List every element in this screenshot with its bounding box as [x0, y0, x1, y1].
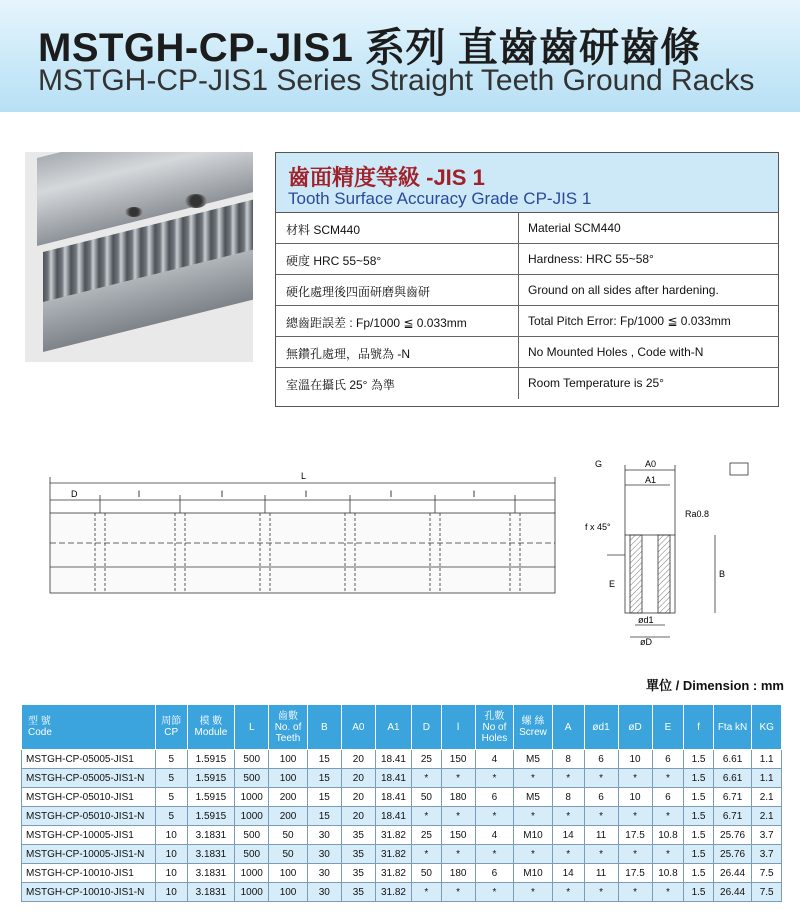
technical-drawing	[25, 455, 785, 675]
table-cell: 10	[155, 845, 187, 864]
label-L: L	[301, 471, 307, 481]
table-cell: 31.82	[375, 883, 411, 902]
table-cell: 11	[584, 826, 618, 845]
table-cell: 1000	[235, 864, 269, 883]
table-header-cell	[412, 705, 441, 750]
table-cell: 6	[652, 750, 684, 769]
table-cell: 6.71	[713, 807, 752, 826]
table-cell: 1000	[235, 883, 269, 902]
table-cell: 1.5	[684, 807, 713, 826]
header-en: l	[457, 721, 460, 733]
table-cell: *	[652, 845, 684, 864]
header-en: ød1	[592, 721, 610, 733]
label-d1: ød1	[638, 615, 654, 625]
table-cell: 5	[155, 807, 187, 826]
table-cell: 35	[341, 883, 375, 902]
header-cn: 模 數	[199, 716, 223, 727]
cell-code: MSTGH-CP-05010-JIS1-N	[22, 807, 156, 826]
table-cell: 3.7	[752, 826, 782, 845]
table-cell: 10	[155, 864, 187, 883]
table-cell: 15	[307, 788, 341, 807]
table-row	[22, 883, 782, 902]
table-cell: 3.1831	[187, 864, 235, 883]
table-cell: 180	[441, 788, 475, 807]
table-cell: 6	[652, 788, 684, 807]
label-l: l	[473, 489, 475, 499]
spec-en: Hardness: HRC 55~58°	[528, 252, 654, 266]
header-en: Code	[28, 727, 52, 738]
header-cn: 孔數	[484, 710, 505, 722]
table-cell: *	[441, 769, 475, 788]
table-header-cell	[752, 705, 782, 750]
table-cell: 31.82	[375, 864, 411, 883]
table-cell: 35	[341, 826, 375, 845]
spec-en: No Mounted Holes , Code with-N	[528, 345, 704, 359]
table-header-cell	[713, 705, 752, 750]
table-cell: 1.5	[684, 845, 713, 864]
table-cell: 1.5	[684, 864, 713, 883]
table-header-cell	[269, 705, 308, 750]
table-cell: 35	[341, 845, 375, 864]
table-cell: 50	[412, 864, 441, 883]
table-cell: 8	[552, 788, 584, 807]
spec-cn: 總齒距誤差 : Fp/1000 ≦ 0.033mm	[286, 316, 467, 330]
header-en: øD	[628, 721, 642, 733]
table-cell: M5	[514, 788, 553, 807]
table-cell: 18.41	[375, 788, 411, 807]
table-cell: 10	[155, 826, 187, 845]
spec-row	[276, 368, 778, 399]
title-banner	[0, 0, 800, 112]
table-cell: *	[584, 769, 618, 788]
table-cell: 26.44	[713, 883, 752, 902]
header-en: B	[320, 721, 328, 733]
table-cell: 30	[307, 845, 341, 864]
spec-row	[276, 244, 778, 275]
table-cell: 6.61	[713, 750, 752, 769]
table-cell: M5	[514, 750, 553, 769]
table-cell: 5	[155, 750, 187, 769]
header-en: Module	[194, 727, 228, 738]
table-cell: 7.5	[752, 883, 782, 902]
table-cell: 20	[341, 807, 375, 826]
table-cell: *	[514, 883, 553, 902]
table-cell: 1.5	[684, 750, 713, 769]
table-cell: 17.5	[618, 826, 652, 845]
table-cell: 100	[269, 883, 308, 902]
table-cell: 1000	[235, 788, 269, 807]
table-cell: *	[618, 769, 652, 788]
table-cell: M10	[514, 826, 553, 845]
table-cell: 3.7	[752, 845, 782, 864]
table-cell: 3.1831	[187, 826, 235, 845]
label-ra: Ra0.8	[685, 509, 710, 519]
table-cell: 10.8	[652, 864, 684, 883]
table-cell: *	[618, 883, 652, 902]
table-header-cell	[375, 705, 411, 750]
table-cell: 5	[155, 769, 187, 788]
table-cell: 25	[412, 826, 441, 845]
header-en: A1	[387, 721, 400, 733]
table-cell: 14	[552, 864, 584, 883]
table-cell: 1.1	[752, 750, 782, 769]
table-cell: 200	[269, 807, 308, 826]
header-en: Fta kN	[717, 721, 748, 733]
table-cell: 8	[552, 750, 584, 769]
table-cell: 31.82	[375, 826, 411, 845]
page-title-en: MSTGH-CP-JIS1 Series Straight Teeth Ground Racks	[38, 64, 755, 97]
table-cell: 50	[269, 845, 308, 864]
table-cell: 30	[307, 864, 341, 883]
table-cell: *	[552, 807, 584, 826]
header-en: f	[697, 721, 700, 733]
label-E: E	[609, 579, 616, 589]
table-cell: 15	[307, 750, 341, 769]
mounting-hole	[125, 207, 143, 217]
table-cell: 100	[269, 769, 308, 788]
table-cell: M10	[514, 864, 553, 883]
spec-en: Material SCM440	[528, 221, 621, 235]
spec-row	[276, 306, 778, 337]
spec-en: Ground on all sides after hardening.	[528, 283, 719, 297]
table-cell: 30	[307, 826, 341, 845]
header-cn: 螺 絲	[521, 716, 545, 727]
table-cell: 15	[307, 769, 341, 788]
table-row	[22, 769, 782, 788]
table-cell: *	[514, 807, 553, 826]
table-header-cell	[155, 705, 187, 750]
table-cell: *	[475, 807, 514, 826]
table-header-cell	[187, 705, 235, 750]
table-cell: 17.5	[618, 864, 652, 883]
table-cell: 10	[618, 788, 652, 807]
label-chamfer: f x 45°	[585, 522, 611, 532]
table-cell: 6.71	[713, 788, 752, 807]
table-cell: 14	[552, 826, 584, 845]
dimension-unit: 單位 / Dimension : mm	[646, 678, 784, 693]
page-title-cn: MSTGH-CP-JIS1 系列 直齒齒研齒條	[38, 26, 701, 70]
table-cell: 500	[235, 845, 269, 864]
table-header-cell	[22, 705, 156, 750]
header-en: A0	[352, 721, 365, 733]
table-cell: *	[441, 883, 475, 902]
cell-code: MSTGH-CP-10005-JIS1-N	[22, 845, 156, 864]
table-cell: 1.5915	[187, 788, 235, 807]
table-cell: *	[552, 769, 584, 788]
table-cell: 4	[475, 826, 514, 845]
table-cell: 26.44	[713, 864, 752, 883]
header-en: E	[664, 721, 672, 733]
header-en: No. of Teeth	[274, 721, 302, 744]
table-cell: 11	[584, 864, 618, 883]
table-cell: 1.5915	[187, 750, 235, 769]
table-header-cell	[235, 705, 269, 750]
table-cell: 3.1831	[187, 845, 235, 864]
table-header-cell	[552, 705, 584, 750]
table-cell: 30	[307, 883, 341, 902]
table-cell: *	[475, 883, 514, 902]
table-cell: 1.5915	[187, 769, 235, 788]
label-A1: A1	[645, 475, 657, 485]
table-cell: 25.76	[713, 845, 752, 864]
table-cell: 100	[269, 864, 308, 883]
table-cell: *	[552, 845, 584, 864]
table-cell: *	[441, 845, 475, 864]
header-cn: 周節	[161, 716, 182, 727]
table-cell: 500	[235, 750, 269, 769]
table-header-cell	[514, 705, 553, 750]
table-cell: 6	[584, 750, 618, 769]
table-cell: *	[412, 769, 441, 788]
table-cell: 6.61	[713, 769, 752, 788]
table-cell: *	[584, 883, 618, 902]
label-A0: A0	[645, 459, 657, 469]
spec-header	[276, 153, 778, 213]
table-cell: 5	[155, 788, 187, 807]
table-row	[22, 750, 782, 769]
rack-front-view	[50, 477, 555, 593]
table-cell: 50	[269, 826, 308, 845]
mounting-hole	[185, 194, 207, 208]
table-header-cell	[341, 705, 375, 750]
spec-row	[276, 213, 778, 244]
table-cell: *	[412, 883, 441, 902]
cell-code: MSTGH-CP-05005-JIS1-N	[22, 769, 156, 788]
table-header-cell	[475, 705, 514, 750]
header-en: CP	[164, 727, 179, 738]
table-cell: 18.41	[375, 807, 411, 826]
table-cell: *	[618, 845, 652, 864]
table-cell: 6	[475, 864, 514, 883]
table-cell: 35	[341, 864, 375, 883]
label-G: G	[595, 459, 603, 469]
spec-cn: 材料 SCM440	[286, 223, 361, 237]
table-cell: 1.5	[684, 788, 713, 807]
table-cell: 7.5	[752, 864, 782, 883]
table-header-cell	[684, 705, 713, 750]
table-cell: 25.76	[713, 826, 752, 845]
table-cell: 31.82	[375, 845, 411, 864]
table-cell: 1.5	[684, 883, 713, 902]
spec-row	[276, 337, 778, 368]
header-cn: 型 號	[28, 716, 51, 727]
table-cell: 150	[441, 750, 475, 769]
table-cell: *	[584, 845, 618, 864]
cell-code: MSTGH-CP-10010-JIS1	[22, 864, 156, 883]
table-cell: 20	[341, 788, 375, 807]
table-cell: *	[475, 845, 514, 864]
table-cell: 20	[341, 750, 375, 769]
table-cell: 2.1	[752, 788, 782, 807]
table-cell: 500	[235, 769, 269, 788]
table-cell: 500	[235, 826, 269, 845]
table-cell: *	[412, 807, 441, 826]
table-cell: *	[514, 845, 553, 864]
header-en: A	[564, 721, 572, 733]
table-cell: 2.1	[752, 807, 782, 826]
table-header-cell	[618, 705, 652, 750]
table-row	[22, 807, 782, 826]
spec-cn: 硬度 HRC 55~58°	[286, 254, 382, 268]
spec-row	[276, 275, 778, 306]
table-cell: *	[412, 845, 441, 864]
label-B: B	[719, 569, 726, 579]
table-header-cell	[307, 705, 341, 750]
cell-code: MSTGH-CP-05010-JIS1	[22, 788, 156, 807]
label-l: l	[221, 489, 223, 499]
spec-panel	[275, 152, 779, 407]
label-D-dia: øD	[640, 637, 652, 647]
table-cell: *	[441, 807, 475, 826]
spec-en: Room Temperature is 25°	[528, 376, 664, 390]
table-header-cell	[441, 705, 475, 750]
table-row	[22, 826, 782, 845]
spec-en: Total Pitch Error: Fp/1000 ≦ 0.033mm	[528, 314, 731, 328]
table-cell: 25	[412, 750, 441, 769]
header-en: L	[248, 721, 255, 733]
table-cell: *	[652, 769, 684, 788]
table-cell: 10.8	[652, 826, 684, 845]
spec-cn: 無鑽孔處理，品號為 -N	[286, 347, 410, 361]
label-l: l	[390, 489, 392, 499]
table-cell: 10	[155, 883, 187, 902]
spec-table	[21, 704, 782, 902]
header-en: D	[422, 721, 430, 733]
header-en: KG	[759, 721, 774, 733]
table-row	[22, 788, 782, 807]
rack-side-view	[607, 463, 748, 637]
table-cell: 20	[341, 769, 375, 788]
table-cell: 50	[412, 788, 441, 807]
table-cell: 200	[269, 788, 308, 807]
label-D: D	[71, 489, 78, 499]
table-cell: 4	[475, 750, 514, 769]
table-cell: 150	[441, 826, 475, 845]
table-cell: 18.41	[375, 769, 411, 788]
label-l: l	[305, 489, 307, 499]
table-header-row	[22, 705, 782, 750]
table-cell: *	[652, 883, 684, 902]
table-cell: 100	[269, 750, 308, 769]
table-cell: 1.5915	[187, 807, 235, 826]
header-en: No of Holes	[481, 721, 508, 744]
table-cell: 18.41	[375, 750, 411, 769]
table-cell: 1.1	[752, 769, 782, 788]
table-cell: 3.1831	[187, 883, 235, 902]
cell-code: MSTGH-CP-05005-JIS1	[22, 750, 156, 769]
table-cell: 6	[475, 788, 514, 807]
table-cell: 1.5	[684, 826, 713, 845]
table-row	[22, 845, 782, 864]
table-row	[22, 864, 782, 883]
product-photo	[25, 152, 253, 362]
spec-title-cn: 齒面精度等級 -JIS 1	[288, 165, 485, 190]
label-l: l	[138, 489, 140, 499]
spec-title-en: Tooth Surface Accuracy Grade CP-JIS 1	[288, 189, 592, 208]
spec-cn: 室溫在攝氏 25° 為準	[286, 378, 395, 392]
table-cell: 15	[307, 807, 341, 826]
header-en: Screw	[519, 727, 547, 738]
cell-code: MSTGH-CP-10010-JIS1-N	[22, 883, 156, 902]
table-cell: 180	[441, 864, 475, 883]
cell-code: MSTGH-CP-10005-JIS1	[22, 826, 156, 845]
table-header-cell	[584, 705, 618, 750]
table-cell: *	[552, 883, 584, 902]
table-cell: *	[652, 807, 684, 826]
table-cell: 10	[618, 750, 652, 769]
header-cn: 齒數	[278, 710, 299, 722]
table-cell: *	[514, 769, 553, 788]
spec-cn: 硬化處理後四面研磨與齒研	[286, 285, 431, 299]
table-cell: 1.5	[684, 769, 713, 788]
table-cell: *	[618, 807, 652, 826]
table-cell: 6	[584, 788, 618, 807]
table-cell: *	[584, 807, 618, 826]
table-cell: 1000	[235, 807, 269, 826]
table-cell: *	[475, 769, 514, 788]
table-header-cell	[652, 705, 684, 750]
